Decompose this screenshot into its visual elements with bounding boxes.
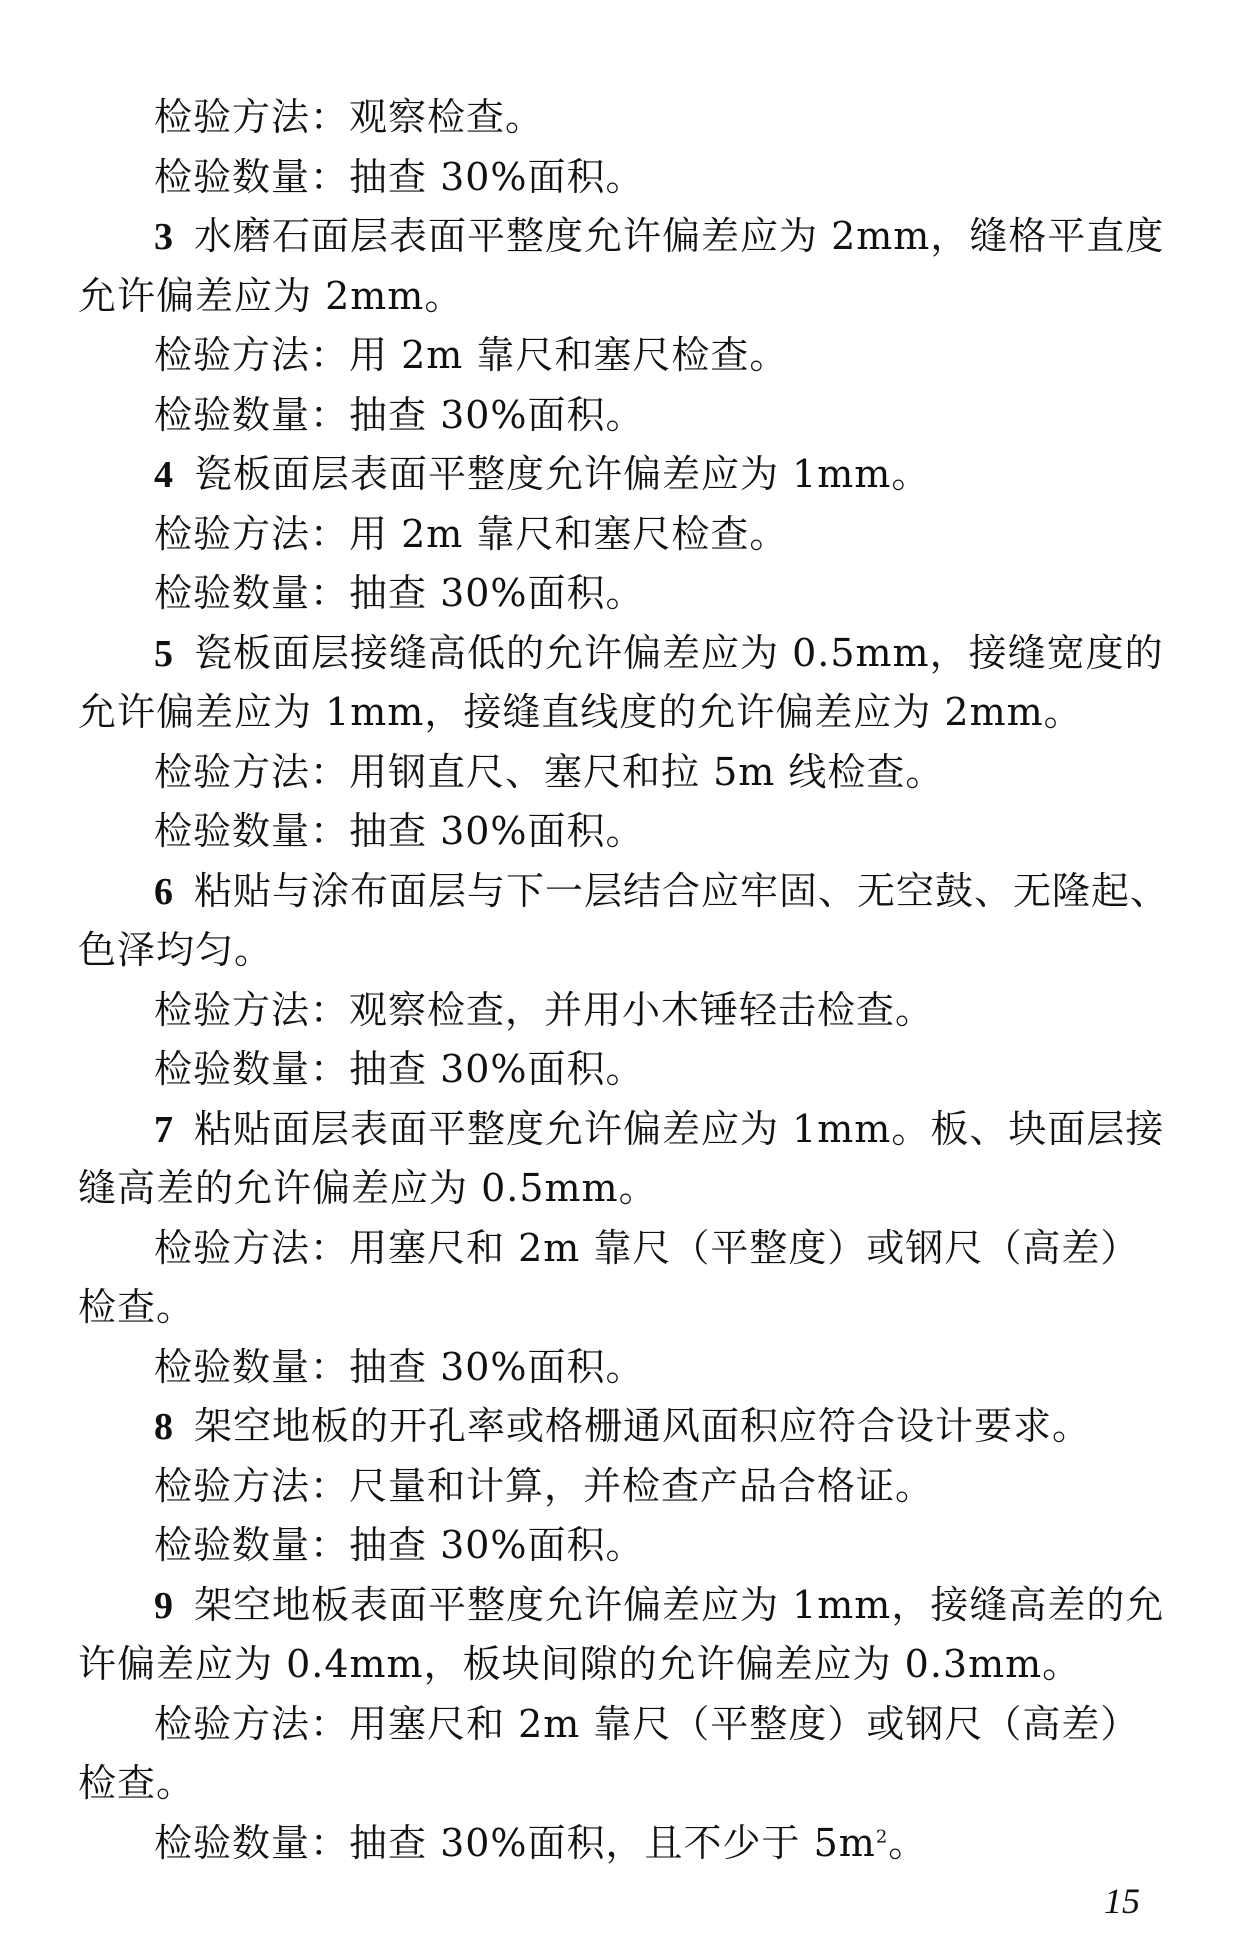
- text-line: [78, 1635, 1172, 1695]
- line-text: 缝高差的允许偏差应为 0.5mm。: [78, 1166, 658, 1210]
- text-line: [78, 1754, 1172, 1814]
- line-text: 瓷板面层接缝高低的允许偏差应为 0.5mm，接缝宽度的: [194, 630, 1164, 675]
- line-text: 检验数量：抽查 30%面积。: [154, 392, 645, 437]
- text-line: [78, 1516, 1172, 1576]
- clause-7: [78, 1100, 1172, 1160]
- text-line: [78, 1457, 1172, 1517]
- text-line: [78, 148, 1172, 208]
- line-text: 检验方法：尺量和计算，并检查产品合格证。: [154, 1463, 935, 1508]
- line-text: 检验方法：用塞尺和 2m 靠尺（平整度）或钢尺（高差）: [154, 1225, 1140, 1270]
- clause-number: 3: [154, 216, 174, 258]
- clause-number: 7: [154, 1108, 174, 1151]
- line-text: 检验数量：抽查 30%面积。: [154, 154, 645, 199]
- text-line: [78, 1695, 1172, 1755]
- line-text: 粘贴与涂布面层与下一层结合应牢固、无空鼓、无隆起、: [194, 868, 1170, 913]
- text-line: [78, 1219, 1172, 1279]
- line-text: 粘贴面层表面平整度允许偏差应为 1mm。板、块面层接: [194, 1106, 1165, 1151]
- clause-number: 6: [154, 870, 174, 913]
- line-text: 检验方法：用 2m 靠尺和塞尺检查。: [154, 333, 789, 377]
- text-line: [78, 1040, 1172, 1100]
- line-text: 允许偏差应为 1mm，接缝直线度的允许偏差应为 2mm。: [78, 690, 1083, 734]
- page-number: 15: [1104, 1881, 1140, 1921]
- line-text: 检验方法：观察检查。: [154, 95, 545, 139]
- clause-5: [78, 624, 1172, 684]
- clause-number: 8: [154, 1406, 174, 1448]
- line-text: 检验数量：抽查 30%面积。: [154, 1523, 645, 1567]
- text-line: [78, 88, 1172, 148]
- text-line: [78, 505, 1172, 565]
- clause-9: [78, 1576, 1172, 1636]
- text-line: [78, 1159, 1172, 1219]
- line-text-tail: 。: [888, 1820, 928, 1865]
- text-line: [78, 981, 1172, 1041]
- line-text: 检查。: [78, 1761, 196, 1805]
- line-text: 水磨石面层表面平整度允许偏差应为 2mm，缝格平直度: [194, 214, 1165, 258]
- line-text: 检查。: [78, 1285, 196, 1329]
- text-line: [78, 802, 1172, 862]
- text-line: [78, 1814, 1172, 1874]
- text-line: [78, 1278, 1172, 1338]
- line-text: 允许偏差应为 2mm。: [78, 273, 464, 318]
- line-text: 检验数量：抽查 30%面积。: [154, 1344, 645, 1389]
- superscript: 2: [875, 1825, 889, 1847]
- body-text: [78, 88, 1172, 1873]
- line-text: 检验方法：用 2m 靠尺和塞尺检查。: [154, 511, 789, 556]
- text-line: [78, 921, 1172, 981]
- line-text: 检验数量：抽查 30%面积，且不少于 5m: [154, 1820, 876, 1865]
- text-line: [78, 386, 1172, 446]
- text-line: [78, 743, 1172, 803]
- clause-6: [78, 862, 1172, 922]
- text-line: [78, 683, 1172, 743]
- clause-3: [78, 207, 1172, 267]
- text-line: [78, 326, 1172, 386]
- line-text: 检验方法：用塞尺和 2m 靠尺（平整度）或钢尺（高差）: [154, 1701, 1140, 1746]
- clause-8: [78, 1397, 1172, 1457]
- line-text: 许偏差应为 0.4mm，板块间隙的允许偏差应为 0.3mm。: [78, 1642, 1082, 1686]
- clause-number: 5: [154, 632, 174, 675]
- text-line: [78, 564, 1172, 624]
- clause-number: 9: [154, 1584, 174, 1627]
- line-text: 检验数量：抽查 30%面积。: [154, 1047, 645, 1091]
- line-text: 瓷板面层表面平整度允许偏差应为 1mm。: [194, 452, 931, 496]
- text-line: [78, 1338, 1172, 1398]
- line-text: 色泽均匀。: [78, 928, 274, 972]
- clause-number: 4: [154, 454, 174, 496]
- line-text: 架空地板表面平整度允许偏差应为 1mm，接缝高差的允: [194, 1582, 1165, 1627]
- clause-4: [78, 445, 1172, 505]
- line-text: 检验方法：用钢直尺、塞尺和拉 5m 线检查。: [154, 749, 945, 794]
- line-text: 架空地板的开孔率或格栅通风面积应符合设计要求。: [194, 1404, 1092, 1448]
- line-text: 检验数量：抽查 30%面积。: [154, 809, 645, 853]
- text-line: [78, 267, 1172, 327]
- line-text: 检验数量：抽查 30%面积。: [154, 571, 645, 615]
- line-text: 检验方法：观察检查，并用小木锤轻击检查。: [154, 987, 935, 1032]
